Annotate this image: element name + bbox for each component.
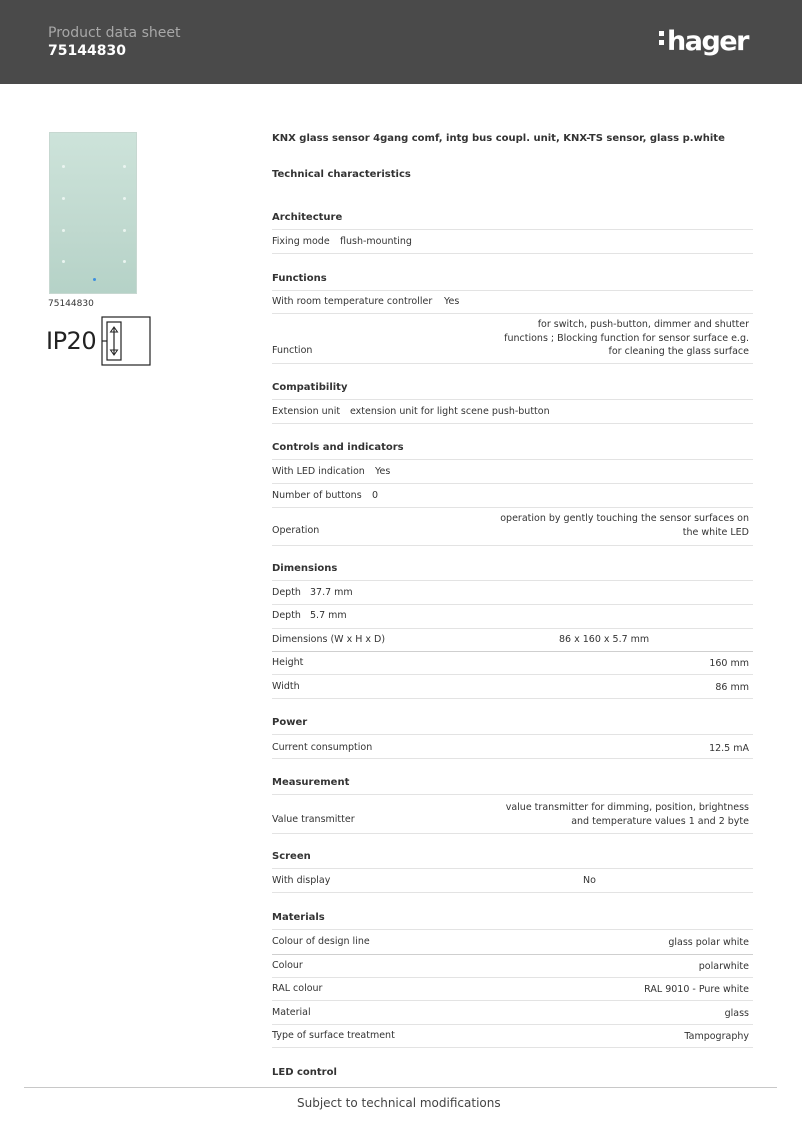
table-row bbox=[272, 629, 753, 652]
row-value: glass bbox=[724, 1008, 749, 1019]
row-label: Extension unit bbox=[272, 406, 341, 417]
table-row bbox=[272, 508, 753, 546]
row-value: Yes bbox=[444, 296, 460, 307]
row-value: RAL 9010 - Pure white bbox=[644, 984, 749, 995]
table-row bbox=[272, 1025, 753, 1048]
row-label: Fixing mode bbox=[272, 236, 330, 247]
row-label: Number of buttons bbox=[272, 490, 362, 501]
flush-mount-icon bbox=[101, 316, 151, 366]
section-power-heading: Power bbox=[272, 717, 753, 735]
ip-rating-text: IP20 bbox=[46, 327, 97, 355]
row-label: With display bbox=[272, 875, 331, 886]
section-controls-heading: Controls and indicators bbox=[272, 442, 753, 460]
technical-characteristics-heading: Technical characteristics bbox=[272, 169, 411, 180]
row-value: operation by gently touching the sensor surfaces on the white LED bbox=[500, 513, 749, 538]
table-row bbox=[272, 231, 753, 254]
table-row bbox=[272, 1001, 753, 1025]
row-value: 5.7 mm bbox=[310, 610, 347, 621]
row-label: Operation bbox=[272, 525, 320, 536]
svg-text:hager: hager bbox=[667, 26, 748, 57]
row-value: glass polar white bbox=[668, 937, 749, 948]
row-value: 86 mm bbox=[715, 682, 749, 693]
row-label: Value transmitter bbox=[272, 814, 355, 825]
row-value: 160 mm bbox=[709, 658, 749, 669]
row-value: value transmitter for dimming, position, brightness and temperature values 1 and 2 byte bbox=[505, 802, 749, 827]
row-label: With room temperature controller bbox=[272, 296, 433, 307]
row-value: Tampography bbox=[684, 1031, 749, 1042]
row-label: Current consumption bbox=[272, 742, 373, 753]
product-description: KNX glass sensor 4gang comf, intg bus coupl. unit, KNX-TS sensor, glass p.white bbox=[272, 133, 725, 144]
section-measurement-heading: Measurement bbox=[272, 777, 753, 795]
section-materials-heading: Materials bbox=[272, 912, 753, 930]
row-value: Yes bbox=[375, 466, 391, 477]
footer-note: Subject to technical modifications bbox=[297, 1096, 501, 1110]
product-image bbox=[49, 132, 137, 294]
row-value: No bbox=[583, 875, 596, 886]
section-led-control-heading: LED control bbox=[272, 1067, 337, 1078]
row-label: Dimensions (W x H x D) bbox=[272, 634, 386, 645]
table-row bbox=[272, 291, 753, 314]
led-indicator bbox=[93, 278, 96, 281]
table-row bbox=[272, 605, 753, 629]
row-label: RAL colour bbox=[272, 983, 323, 994]
table-row bbox=[272, 461, 753, 484]
row-label: Material bbox=[272, 1007, 311, 1018]
row-value: 0 bbox=[372, 490, 379, 501]
footer-divider bbox=[24, 1087, 777, 1088]
section-functions-heading: Functions bbox=[272, 273, 753, 291]
table-row bbox=[272, 652, 753, 675]
row-value: for switch, push-button, dimmer and shutter functions ; Blocking function for sensor surface e.g. for cleaning the glass surface bbox=[504, 319, 749, 357]
row-label: Colour bbox=[272, 960, 303, 971]
row-value: extension unit for light scene push-button bbox=[350, 406, 550, 417]
product-id: 75144830 bbox=[48, 43, 126, 59]
row-label: Height bbox=[272, 657, 304, 668]
table-row bbox=[272, 484, 753, 508]
header-bar bbox=[0, 0, 802, 84]
row-value: polarwhite bbox=[698, 961, 749, 972]
row-value: 12.5 mA bbox=[709, 743, 749, 754]
table-row bbox=[272, 401, 753, 424]
ip-rating-badge bbox=[46, 316, 152, 368]
row-value: 86 x 160 x 5.7 mm bbox=[559, 634, 650, 645]
hager-logo bbox=[658, 22, 758, 62]
section-screen-heading: Screen bbox=[272, 851, 753, 869]
section-compatibility-heading: Compatibility bbox=[272, 382, 753, 400]
document-title: Product data sheet bbox=[48, 25, 181, 41]
row-label: Type of surface treatment bbox=[272, 1030, 395, 1041]
row-label: Colour of design line bbox=[272, 936, 370, 947]
image-caption: 75144830 bbox=[48, 299, 94, 309]
table-row bbox=[272, 978, 753, 1001]
section-dimensions-heading: Dimensions bbox=[272, 563, 753, 581]
row-label: With LED indication bbox=[272, 466, 365, 477]
table-row bbox=[272, 796, 753, 834]
table-row bbox=[272, 931, 753, 955]
table-row bbox=[272, 736, 753, 759]
row-label: Width bbox=[272, 681, 300, 692]
row-label: Depth bbox=[272, 587, 301, 598]
table-row bbox=[272, 955, 753, 978]
table-row bbox=[272, 582, 753, 605]
row-value: 37.7 mm bbox=[310, 587, 353, 598]
row-label: Function bbox=[272, 345, 313, 356]
table-row bbox=[272, 675, 753, 699]
row-value: flush-mounting bbox=[340, 236, 412, 247]
table-row bbox=[272, 870, 753, 893]
row-label: Depth bbox=[272, 610, 301, 621]
section-architecture-heading: Architecture bbox=[272, 212, 753, 230]
table-row bbox=[272, 314, 753, 364]
